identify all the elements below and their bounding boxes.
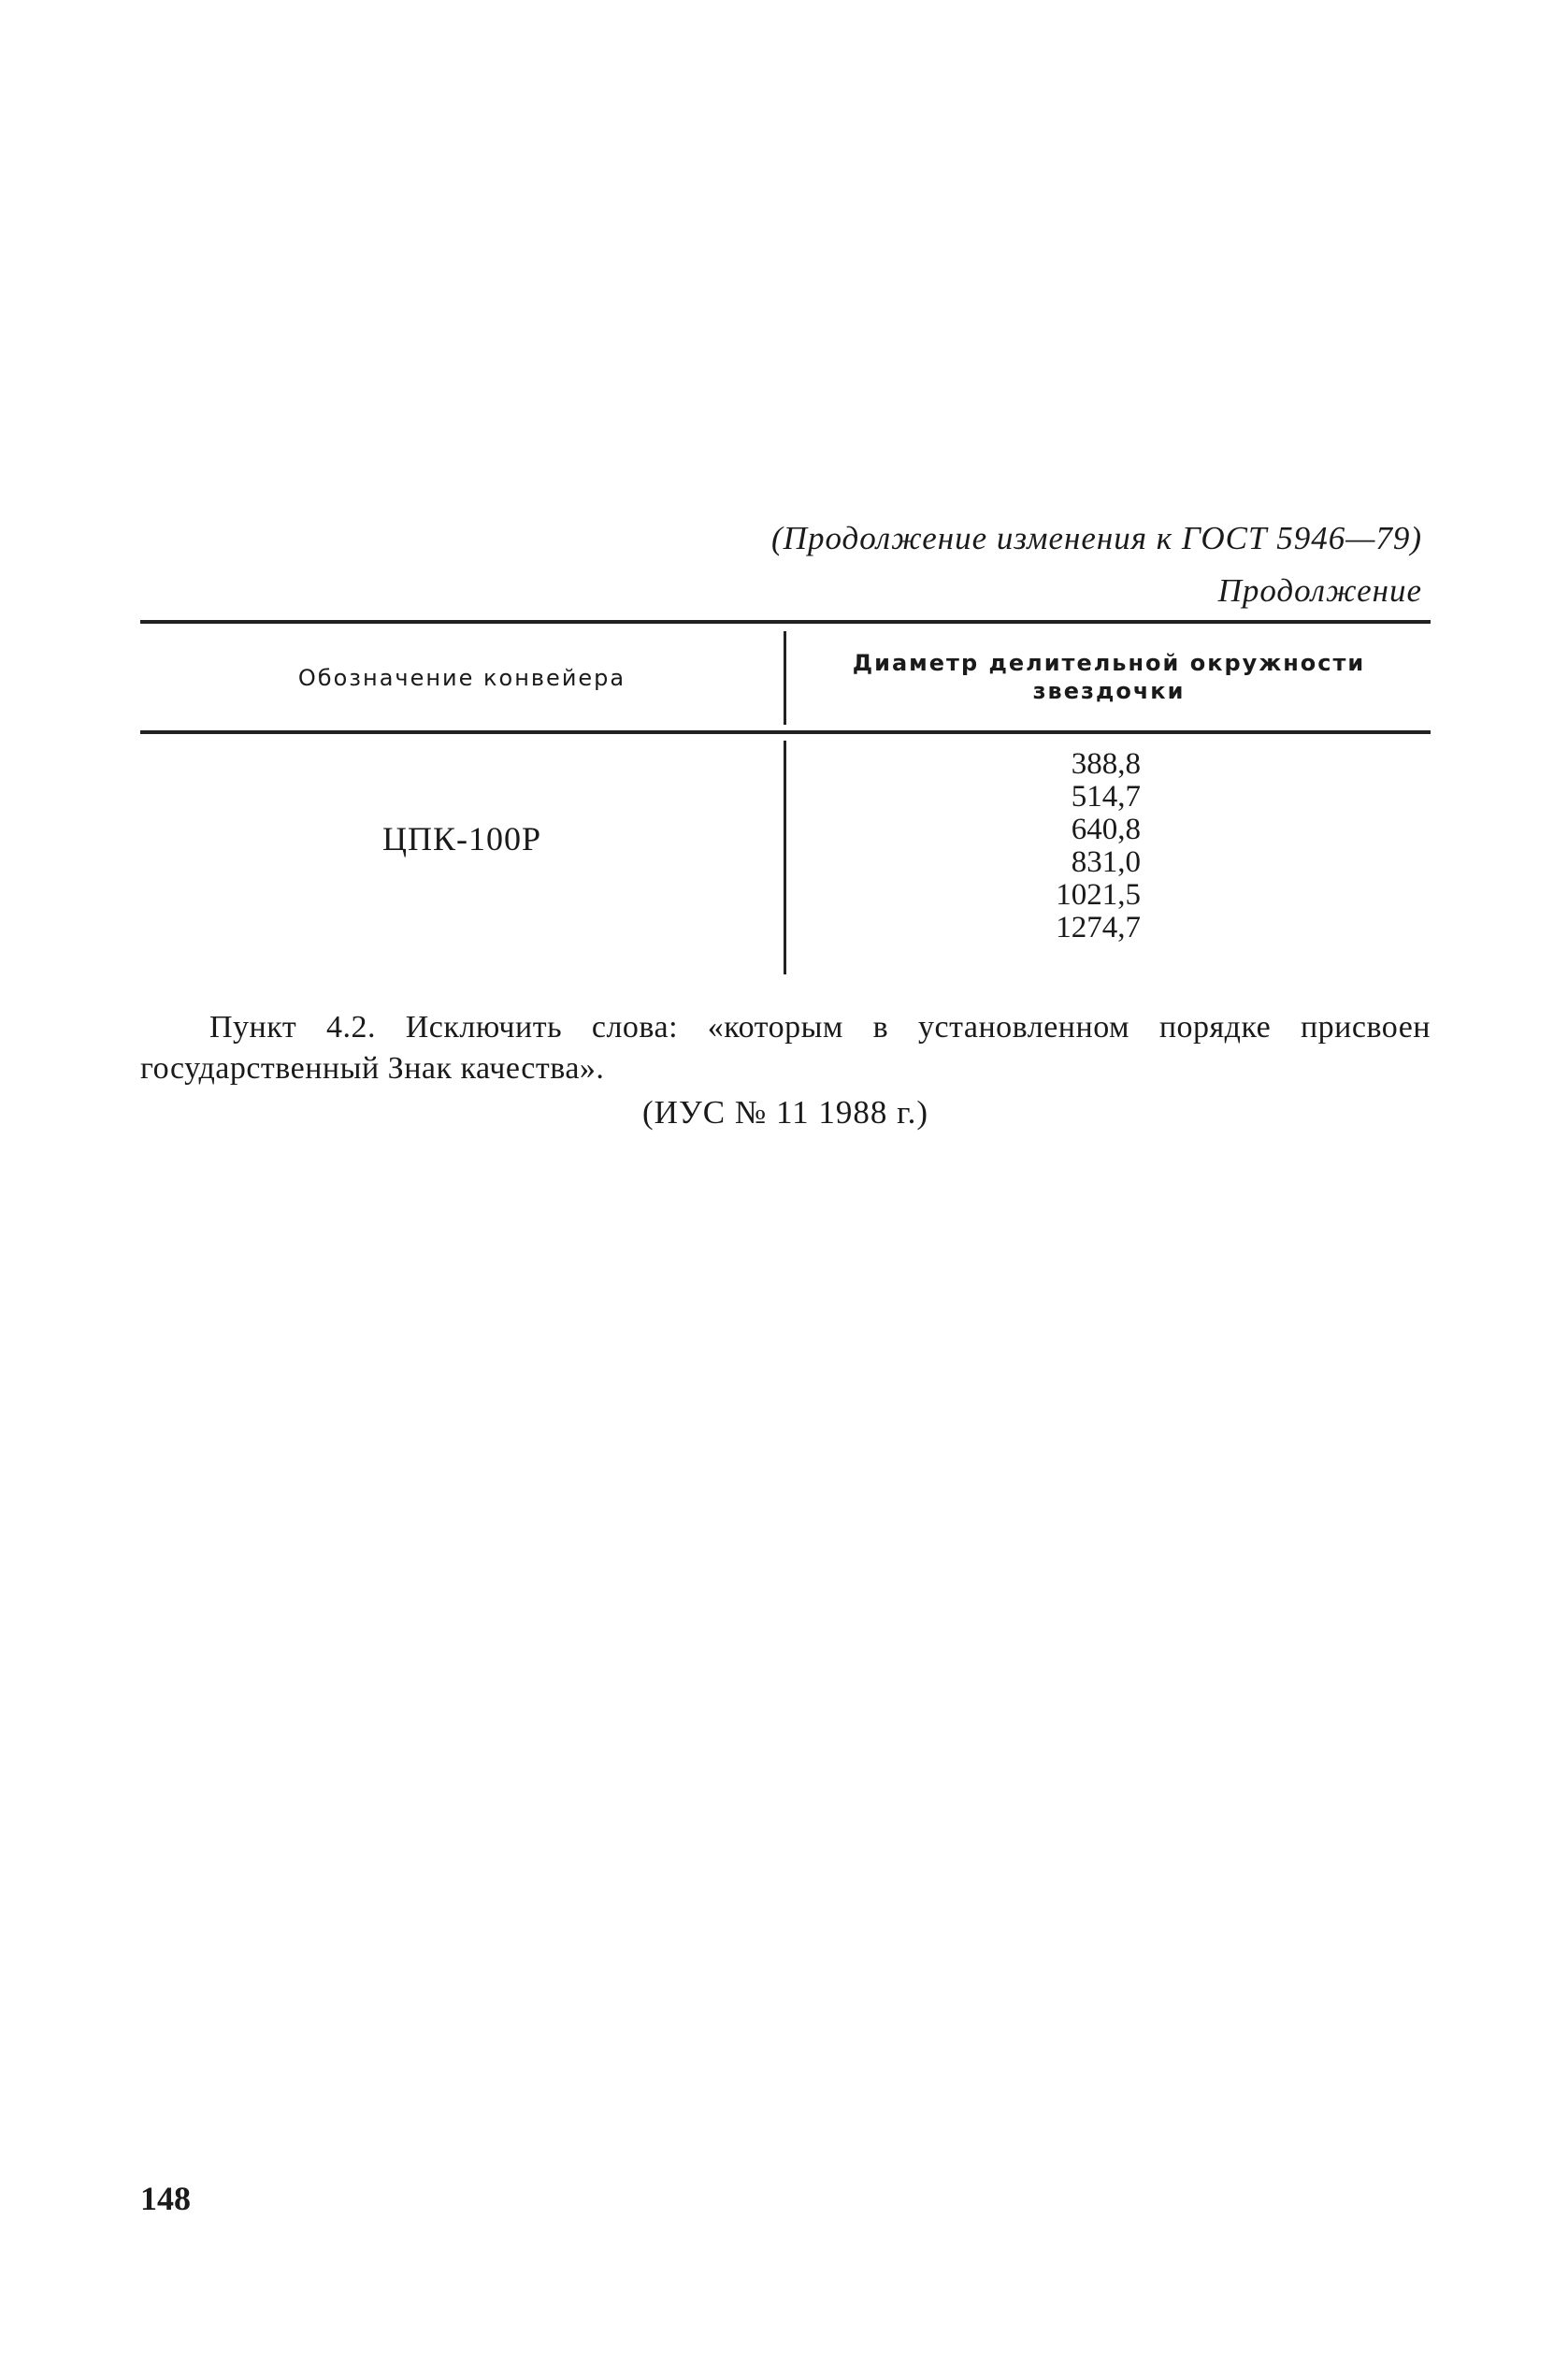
table-header-divider [784,631,786,725]
conveyor-designation: ЦПК-100Р [381,820,542,858]
column-header-conveyor: Обозначение конвейера [297,665,626,691]
table-continuation-label: Продолжение [1217,572,1422,609]
column-header-diameter: Диаметр делительной окружности звездочки [852,650,1366,704]
diameter-value: 388,8 [1071,747,1141,781]
table-top-rule [140,620,1431,624]
diameter-value: 1274,7 [1056,911,1141,944]
amendment-paragraph: Пункт 4.2. Исключить слова: «которым в установленном порядке присвоен государственный Знак качества». [140,1010,1431,1086]
diameter-values [1019,748,1141,944]
continuation-note: (Продолжение изменения к ГОСТ 5946—79) [771,520,1422,556]
page-number: 148 [140,2180,191,2217]
table-header-rule [140,730,1431,734]
ius-reference: (ИУС № 11 1988 г.) [642,1094,928,1131]
diameter-value: 1021,5 [1056,878,1141,912]
diameter-value: 640,8 [1071,813,1141,846]
diameter-value: 514,7 [1071,780,1141,814]
diameter-value: 831,0 [1071,845,1141,879]
table-body-divider [784,741,786,974]
